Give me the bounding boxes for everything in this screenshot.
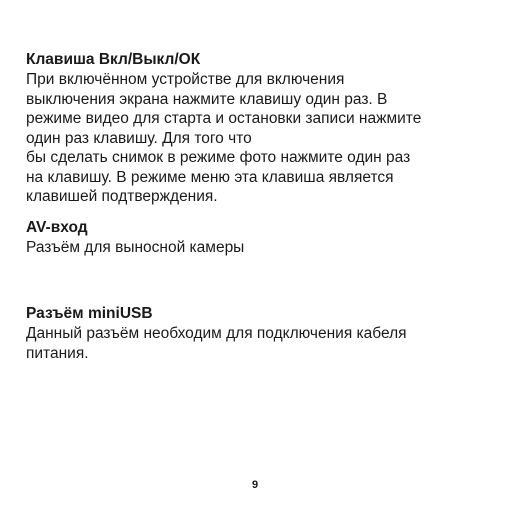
body-line: Данный разъём необходим для подключения кабеля <box>26 325 407 342</box>
body-line: При включённом устройстве для включения <box>26 71 345 88</box>
body-line: выключения экрана нажмите клавишу один раз. В <box>26 90 388 108</box>
section-title: Разъём miniUSB <box>26 305 153 322</box>
body-line: Разъём для выносной камеры <box>26 238 245 256</box>
manual-page <box>26 50 498 363</box>
body-line: клавишей подтверждения. <box>26 188 218 205</box>
section-body <box>26 70 498 207</box>
section-body <box>26 238 498 258</box>
page-number: 9 <box>251 479 259 491</box>
section-miniusb <box>26 304 498 363</box>
body-line: на клавишу. В режиме меню эта клавиша является <box>26 168 394 186</box>
body-line: питания. <box>26 344 89 362</box>
body-line: один раз клавишу. Для того что <box>26 129 252 147</box>
body-line: бы сделать снимок в режиме фото нажмите один раз <box>26 149 411 166</box>
section-title: Клавиша Вкл/Выкл/ОК <box>26 51 201 68</box>
body-line: режиме видео для старта и остановки записи нажмите <box>26 110 422 127</box>
section-title: AV-вход <box>26 218 88 236</box>
section-body <box>26 324 498 363</box>
section-av-input <box>26 218 498 258</box>
section-power-ok-key <box>26 50 498 207</box>
